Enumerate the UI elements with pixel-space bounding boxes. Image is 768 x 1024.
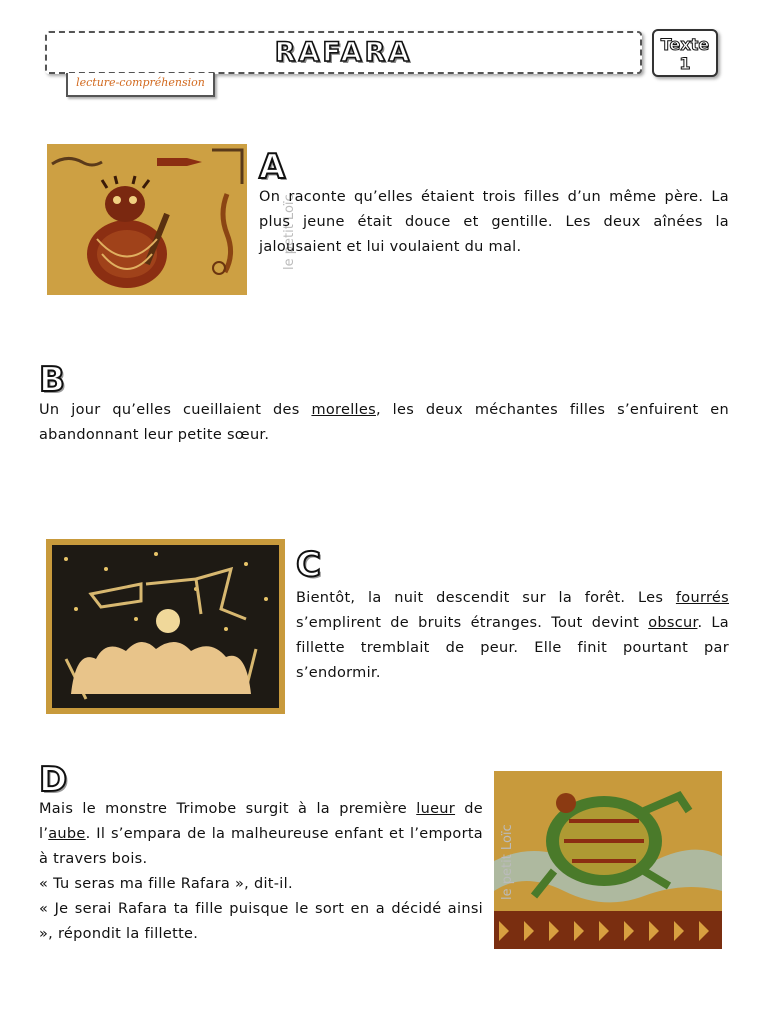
vocab-lueur: lueur <box>416 801 456 817</box>
badge-line-2: 1 <box>679 54 691 73</box>
section-letter-d: D <box>39 760 68 800</box>
paragraph-c <box>296 586 729 686</box>
paragraph-b <box>39 398 729 448</box>
paragraph-d-text: Mais le monstre Trimobe surgit à la première lueur de l’aube. Il s’empara de la malheureuse enfant et l’emporta à travers bois. <box>39 801 483 867</box>
watermark-a: le petit Loïc <box>282 194 297 270</box>
section-letter-b: B <box>39 360 65 400</box>
vocab-obscur: obscur <box>648 615 698 631</box>
section-letter-c: C <box>296 545 321 585</box>
title-bar <box>45 31 642 74</box>
badge-line-1: Texte <box>660 35 710 54</box>
paragraph-a-text: On raconte qu’elles étaient trois filles d’un même père. La plus jeune était douce et gentille. Les deux aînées la jalousaient et lui voulaient du mal. <box>259 189 729 255</box>
paragraph-c-text: Bientôt, la nuit descendit sur la forêt. Les fourrés s’emplirent de bruits étranges. Tout devint obscur. La fillette tremblait de peur. Elle finit pourtant par s’endormir. <box>296 590 729 681</box>
illustration-c <box>46 539 285 714</box>
quote-2: « Je serai Rafara ta fille puisque le sort en a décidé ainsi », répondit la fillette. <box>39 901 483 942</box>
vocab-fourres: fourrés <box>675 590 729 606</box>
illustration-a <box>47 144 247 295</box>
page-subtitle: lecture-compréhension <box>76 76 205 89</box>
vocab-morelles: morelles <box>311 402 376 418</box>
page-title: RAFARA <box>274 37 413 68</box>
illustration-d <box>494 771 722 949</box>
vocab-aube: aube <box>48 826 86 842</box>
texte-badge <box>652 29 718 77</box>
quote-1: « Tu seras ma fille Rafara », dit-il. <box>39 876 293 892</box>
watermark-d: le petit Loïc <box>500 824 515 900</box>
paragraph-d <box>39 797 483 947</box>
paragraph-a <box>259 185 729 260</box>
section-letter-a: A <box>259 147 286 187</box>
paragraph-b-text: Un jour qu’elles cueillaient des morelles, les deux méchantes filles s’enfuirent en abandonnant leur petite sœur. <box>39 402 729 443</box>
subtitle-box <box>66 73 215 97</box>
